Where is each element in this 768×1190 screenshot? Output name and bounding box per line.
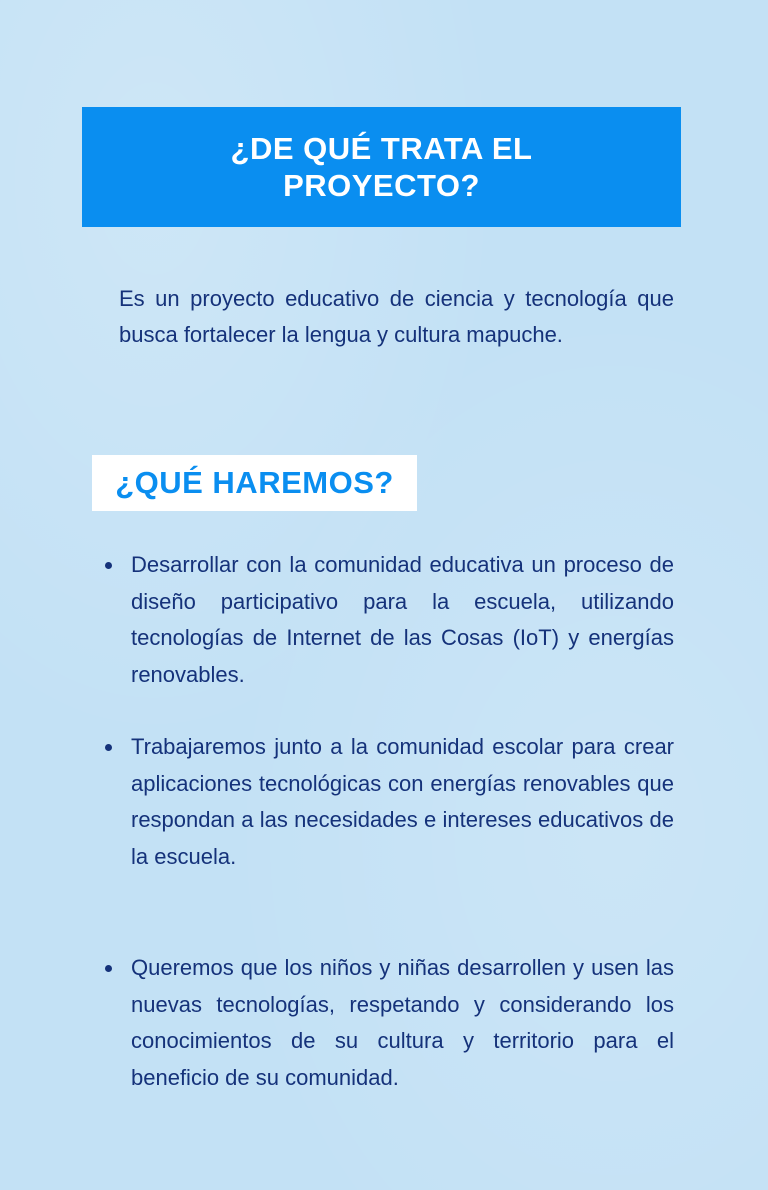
title-banner xyxy=(82,107,681,227)
list-item xyxy=(100,950,674,1096)
list-item xyxy=(100,729,674,875)
bullet-icon xyxy=(105,965,112,972)
list-item-text: Desarrollar con la comunidad educativa un proceso de diseño participativo para la escuela, utilizando tecnologías de Internet de las Cosas (IoT) y energías renovables. xyxy=(131,552,674,687)
bullet-icon xyxy=(105,562,112,569)
list-item-text: Trabajaremos junto a la comunidad escolar para crear aplicaciones tecnológicas con energías renovables que respondan a las necesidades e intereses educativos de la escuela. xyxy=(131,734,674,869)
section-heading: ¿QUÉ HAREMOS? xyxy=(115,465,394,500)
section-heading-box xyxy=(92,455,417,511)
page-title: ¿DE QUÉ TRATA EL PROYECTO? xyxy=(230,131,533,203)
intro-paragraph: Es un proyecto educativo de ciencia y tecnología que busca fortalecer la lengua y cultura mapuche. xyxy=(119,286,674,347)
list-item-text: Queremos que los niños y niñas desarrollen y usen las nuevas tecnologías, respetando y considerando los conocimientos de su cultura y territorio para el beneficio de su comunidad. xyxy=(131,955,674,1090)
list-item xyxy=(100,547,674,693)
bullet-icon xyxy=(105,744,112,751)
